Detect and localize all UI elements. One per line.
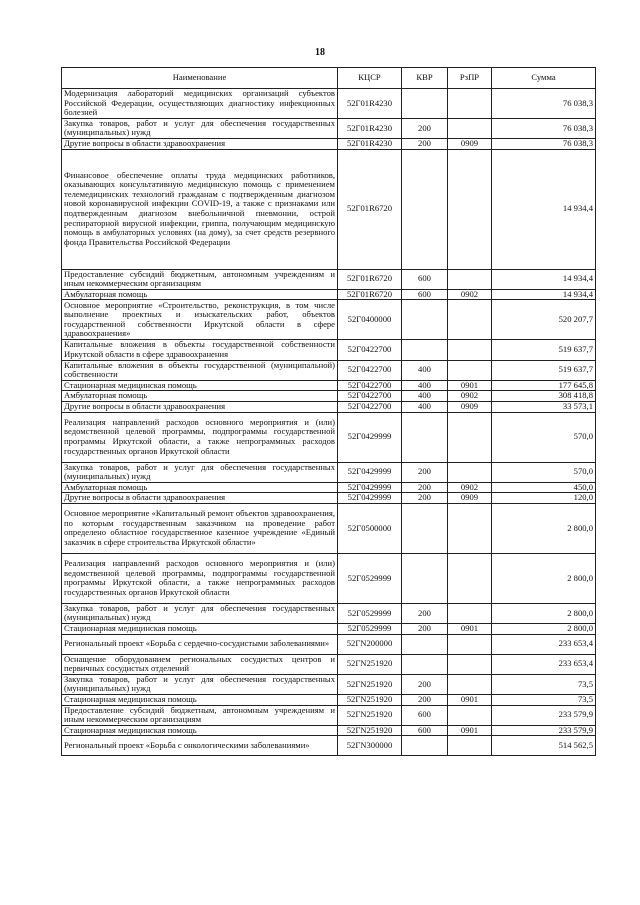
row-sum: 14 934,4	[492, 149, 596, 269]
row-kcsr: 52ГN251920	[338, 654, 402, 674]
table-row	[62, 503, 596, 553]
row-sum: 2 800,0	[492, 553, 596, 603]
table-row	[62, 340, 596, 360]
row-kvr: 600	[402, 289, 448, 300]
table-body	[62, 89, 596, 756]
row-sum: 570,0	[492, 462, 596, 482]
row-kvr	[402, 300, 448, 340]
header-rzpr: РзПР	[448, 68, 492, 89]
row-kcsr: 52ГN251920	[338, 695, 402, 706]
row-rzpr	[448, 603, 492, 623]
table-row	[62, 269, 596, 289]
row-sum: 233 653,4	[492, 634, 596, 654]
row-kcsr: 52Г0529999	[338, 624, 402, 635]
row-kvr: 600	[402, 705, 448, 725]
row-sum: 233 653,4	[492, 654, 596, 674]
row-name: Другие вопросы в области здравоохранения	[62, 138, 338, 149]
table-row	[62, 736, 596, 756]
row-name: Реализация направлений расходов основного мероприятия и (или) ведомственной целевой программы, подпрограммы государственной программы Иркутской области, а также непрограммных расходов государственных органов Иркутской области	[62, 553, 338, 603]
row-kvr	[402, 736, 448, 756]
row-name: Амбулаторная помощь	[62, 482, 338, 493]
row-kcsr: 52Г01R4230	[338, 89, 402, 119]
row-name: Финансовое обеспечение оплаты труда медицинских работников, оказывающих консультативную медицинскую помощь с применением телемедицинских технологий гражданам с подтвержденным диагнозом новой коронавирусной инфекции COVID-19, а также с признаками или подтвержденным диагнозом внебольничной пневмонии, острой респираторной вирусной инфекции, гриппа, получающим медицинскую помощь в амбулаторных условиях (на дому), за счет средств резервного фонда Правительства Российской Федерации	[62, 149, 338, 269]
table-row	[62, 360, 596, 380]
row-kvr: 200	[402, 493, 448, 504]
row-rzpr	[448, 412, 492, 462]
budget-table	[61, 67, 596, 756]
row-kvr: 200	[402, 603, 448, 623]
row-sum: 73,5	[492, 674, 596, 694]
row-sum: 2 800,0	[492, 624, 596, 635]
table-row	[62, 654, 596, 674]
row-kcsr: 52Г01R4230	[338, 118, 402, 138]
row-kvr: 400	[402, 360, 448, 380]
row-kcsr: 52Г0422700	[338, 380, 402, 391]
row-kcsr: 52ГN251920	[338, 725, 402, 736]
row-kvr: 600	[402, 725, 448, 736]
row-sum: 519 637,7	[492, 360, 596, 380]
row-kcsr: 52Г01R6720	[338, 269, 402, 289]
row-kcsr: 52Г0400000	[338, 300, 402, 340]
row-name: Модернизация лабораторий медицинских организаций субъектов Российской Федерации, осуществляющих диагностику инфекционных болезней	[62, 89, 338, 119]
row-kcsr: 52Г0429999	[338, 412, 402, 462]
row-sum: 14 934,4	[492, 269, 596, 289]
table-row	[62, 401, 596, 412]
row-sum: 14 934,4	[492, 289, 596, 300]
row-rzpr: 0902	[448, 289, 492, 300]
row-rzpr	[448, 89, 492, 119]
row-kvr: 400	[402, 380, 448, 391]
row-kvr	[402, 412, 448, 462]
table-row	[62, 624, 596, 635]
table-row	[62, 553, 596, 603]
row-sum: 76 038,3	[492, 138, 596, 149]
row-rzpr	[448, 360, 492, 380]
row-kcsr: 52Г0529999	[338, 553, 402, 603]
row-sum: 233 579,9	[492, 705, 596, 725]
table-header-row	[62, 68, 596, 89]
row-rzpr: 0909	[448, 138, 492, 149]
row-sum: 570,0	[492, 412, 596, 462]
row-rzpr: 0902	[448, 391, 492, 402]
row-name: Оснащение оборудованием региональных сосудистых центров и первичных сосудистых отделений	[62, 654, 338, 674]
row-rzpr	[448, 553, 492, 603]
header-sum: Сумма	[492, 68, 596, 89]
row-kcsr: 52ГN200000	[338, 634, 402, 654]
row-sum: 2 800,0	[492, 503, 596, 553]
row-rzpr	[448, 462, 492, 482]
row-kcsr: 52Г0422700	[338, 360, 402, 380]
row-sum: 450,0	[492, 482, 596, 493]
row-rzpr	[448, 705, 492, 725]
row-kvr	[402, 553, 448, 603]
row-sum: 76 038,3	[492, 118, 596, 138]
row-sum: 520 207,7	[492, 300, 596, 340]
table-row	[62, 289, 596, 300]
row-kcsr: 52Г01R6720	[338, 289, 402, 300]
page-number: 18	[315, 47, 325, 58]
row-kcsr: 52Г0500000	[338, 503, 402, 553]
row-kvr: 200	[402, 482, 448, 493]
row-kvr: 600	[402, 269, 448, 289]
row-sum: 76 038,3	[492, 89, 596, 119]
table-row	[62, 138, 596, 149]
row-name: Предоставление субсидий бюджетным, автономным учреждениям и иным некоммерческим организациям	[62, 269, 338, 289]
row-name: Стационарная медицинская помощь	[62, 624, 338, 635]
row-kvr: 200	[402, 674, 448, 694]
table-row	[62, 300, 596, 340]
row-rzpr	[448, 269, 492, 289]
table-row	[62, 725, 596, 736]
row-name: Другие вопросы в области здравоохранения	[62, 493, 338, 504]
table-row	[62, 493, 596, 504]
row-rzpr: 0901	[448, 695, 492, 706]
row-rzpr: 0909	[448, 401, 492, 412]
row-kcsr: 52Г0429999	[338, 493, 402, 504]
table-row	[62, 118, 596, 138]
row-name: Закупка товаров, работ и услуг для обеспечения государственных (муниципальных) нужд	[62, 118, 338, 138]
row-kvr	[402, 149, 448, 269]
row-name: Предоставление субсидий бюджетным, автономным учреждениям и иным некоммерческим организациям	[62, 705, 338, 725]
row-kvr	[402, 89, 448, 119]
table-row	[62, 380, 596, 391]
table-row	[62, 391, 596, 402]
row-rzpr: 0901	[448, 624, 492, 635]
row-rzpr	[448, 300, 492, 340]
row-kvr: 400	[402, 391, 448, 402]
row-sum: 2 800,0	[492, 603, 596, 623]
row-kcsr: 52ГN251920	[338, 705, 402, 725]
row-name: Закупка товаров, работ и услуг для обеспечения государственных (муниципальных) нужд	[62, 603, 338, 623]
table-row	[62, 705, 596, 725]
row-kcsr: 52Г0429999	[338, 482, 402, 493]
row-kvr: 200	[402, 462, 448, 482]
row-name: Амбулаторная помощь	[62, 391, 338, 402]
table-row	[62, 603, 596, 623]
table-row	[62, 462, 596, 482]
row-name: Основное мероприятие «Строительство, реконструкция, в том числе выполнение проектных и изыскательских работ, объектов государственной собственности Иркутской области в сфере здравоохранения»	[62, 300, 338, 340]
row-rzpr: 0901	[448, 380, 492, 391]
table-row	[62, 89, 596, 119]
row-kcsr: 52Г0529999	[338, 603, 402, 623]
row-rzpr	[448, 654, 492, 674]
row-sum: 233 579,9	[492, 725, 596, 736]
row-kvr	[402, 503, 448, 553]
row-kcsr: 52Г0422700	[338, 340, 402, 360]
row-rzpr: 0902	[448, 482, 492, 493]
row-name: Капитальные вложения в объекты государственной собственности Иркутской области в сфере здравоохранения	[62, 340, 338, 360]
row-rzpr	[448, 503, 492, 553]
row-rzpr	[448, 736, 492, 756]
table-row	[62, 482, 596, 493]
header-kvr: КВР	[402, 68, 448, 89]
row-kcsr: 52Г0422700	[338, 401, 402, 412]
row-name: Закупка товаров, работ и услуг для обеспечения государственных (муниципальных) нужд	[62, 462, 338, 482]
row-name: Региональный проект «Борьба с сердечно-сосудистыми заболеваниями»	[62, 634, 338, 654]
row-name: Стационарная медицинская помощь	[62, 380, 338, 391]
row-rzpr	[448, 674, 492, 694]
table-row	[62, 634, 596, 654]
row-sum: 514 562,5	[492, 736, 596, 756]
row-rzpr	[448, 118, 492, 138]
header-name: Наименование	[62, 68, 338, 89]
row-kcsr: 52ГN251920	[338, 674, 402, 694]
row-rzpr: 0901	[448, 725, 492, 736]
row-sum: 519 637,7	[492, 340, 596, 360]
table-row	[62, 674, 596, 694]
table-row	[62, 412, 596, 462]
row-sum: 33 573,1	[492, 401, 596, 412]
row-name: Реализация направлений расходов основного мероприятия и (или) ведомственной целевой программы, подпрограммы государственной программы Иркутской области, а также непрограммных расходов государственных органов Иркутской области	[62, 412, 338, 462]
row-rzpr	[448, 634, 492, 654]
row-kvr: 200	[402, 138, 448, 149]
row-name: Основное мероприятие «Капитальный ремонт объектов здравоохранения, по которым государственным заказчиком на проведение работ определено областное государственное казенное учреждение «Единый заказчик в сфере строительства Иркутской области»	[62, 503, 338, 553]
row-sum: 73,5	[492, 695, 596, 706]
row-kvr	[402, 654, 448, 674]
row-name: Амбулаторная помощь	[62, 289, 338, 300]
row-sum: 120,0	[492, 493, 596, 504]
row-kvr: 400	[402, 401, 448, 412]
row-kcsr: 52Г0422700	[338, 391, 402, 402]
row-sum: 308 418,8	[492, 391, 596, 402]
row-name: Стационарная медицинская помощь	[62, 725, 338, 736]
row-name: Закупка товаров, работ и услуг для обеспечения государственных (муниципальных) нужд	[62, 674, 338, 694]
row-name: Стационарная медицинская помощь	[62, 695, 338, 706]
row-rzpr: 0909	[448, 493, 492, 504]
row-kvr	[402, 634, 448, 654]
row-name: Другие вопросы в области здравоохранения	[62, 401, 338, 412]
row-kvr: 200	[402, 118, 448, 138]
row-kcsr: 52Г0429999	[338, 462, 402, 482]
row-kcsr: 52Г01R6720	[338, 149, 402, 269]
row-kvr: 200	[402, 624, 448, 635]
row-kcsr: 52Г01R4230	[338, 138, 402, 149]
header-kcsr: КЦСР	[338, 68, 402, 89]
row-kvr: 200	[402, 695, 448, 706]
row-name: Региональный проект «Борьба с онкологическими заболеваниями»	[62, 736, 338, 756]
row-rzpr	[448, 340, 492, 360]
row-rzpr	[448, 149, 492, 269]
table-row	[62, 695, 596, 706]
row-sum: 177 645,8	[492, 380, 596, 391]
row-kvr	[402, 340, 448, 360]
row-name: Капитальные вложения в объекты государственной (муниципальной) собственности	[62, 360, 338, 380]
table-row	[62, 149, 596, 269]
row-kcsr: 52ГN300000	[338, 736, 402, 756]
